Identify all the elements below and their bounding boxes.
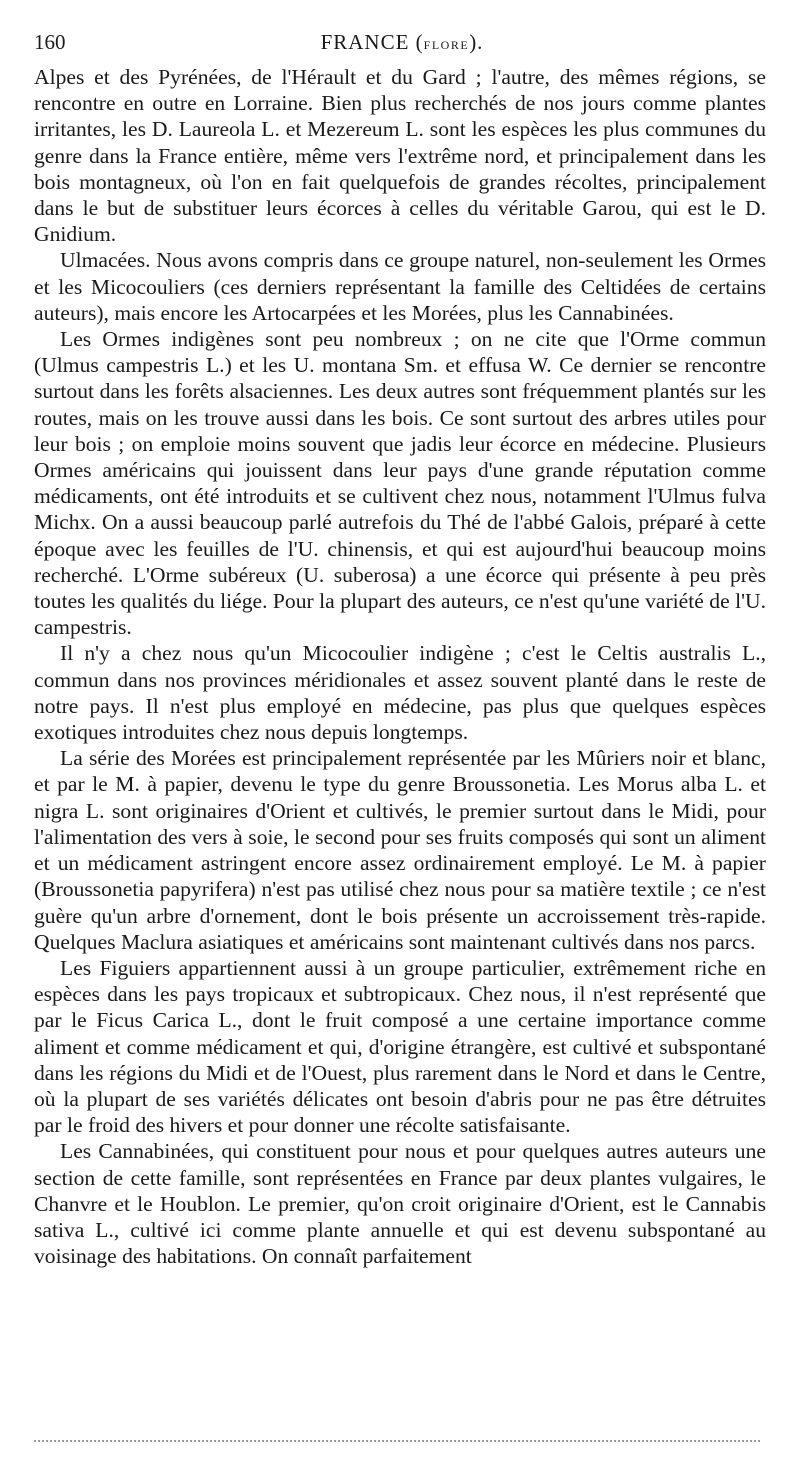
page-number: 160 [34,30,66,54]
page-header [34,30,770,62]
paragraph: Les Cannabinées, qui constituent pour nous et pour quelques autres auteurs une section de cette famille, sont représentées en France par deux plantes vulgaires, le Chanvre et le Houblon. Le premier, qu'on croit originaire d'Orient, est le Cannabis sativa L., cultivé ici comme plante annuelle et qui est devenu subspontané au voisinage des habitations. On connaît parfaitement [34,1139,766,1269]
paragraph: Les Figuiers appartiennent aussi à un groupe particulier, extrêmement riche en espèces dans les pays tropicaux et subtropicaux. Chez nous, il n'est représenté que par le Ficus Carica L., dont le fruit composé a une certaine importance comme aliment et comme médicament et qui, d'origine étrangère, est cultivé et subspontané dans les régions du Midi et de l'Ouest, plus rarement dans le Nord et dans le Centre, où la plupart de ses variétés délicates ont besoin d'abris pour ne pas être détruites par le froid des hivers et pour donner une récolte satisfaisante. [34,955,766,1138]
paragraph: Alpes et des Pyrénées, de l'Hérault et du Gard ; l'autre, des mêmes régions, se rencontre en outre en Lorraine. Bien plus recherchés de nos jours comme plantes irritantes, les D. Laureola L. et Mezereum L. sont les espèces les plus communes du genre dans la France entière, même vers l'extrême nord, et principalement dans les bois montagneux, où l'on en fait quelquefois de grandes récoltes, principalement dans le but de substituer leurs écorces à celles du véritable Garou, qui est le D. Gnidium. [34,65,766,247]
running-head [34,30,770,55]
paragraph: Ulmacées. Nous avons compris dans ce groupe naturel, non-seulement les Ormes et les Micocouliers (ces derniers représentant la famille des Celtidées de certains auteurs), mais encore les Artocarpées et les Morées, plus les Cannabinées. [34,248,766,325]
paragraph: Il n'y a chez nous qu'un Micocoulier indigène ; c'est le Celtis australis L., commun dans nos provinces méridionales et assez souvent planté dans le reste de notre pays. Il n'est plus employé en médecine, pas plus que quelques espèces exotiques introduites chez nous depuis longtemps. [34,641,766,745]
running-subtitle: flore [423,34,470,53]
paragraph: La série des Morées est principalement représentée par les Mûriers noir et blanc, et par le M. à papier, devenu le type du genre Broussonetia. Les Morus alba L. et nigra L. sont originaires d'Orient et cultivés, le premier surtout dans le Midi, pour l'alimentation des vers à soie, le second pour ses fruits composés qui sont un aliment et un médicament astringent encore assez ordinairement employé. Le M. à papier (Broussonetia papyrifera) n'est pas utilisé chez nous pour sa matière textile ; ce n'est guère qu'un arbre d'ornement, dont le bois présente un accroissement très-rapide. Quelques Maclura asiatiques et américains sont maintenant cultivés dans nos parcs. [34,746,766,954]
body-text [34,64,766,1269]
bottom-rule [34,1440,760,1442]
paragraph: Les Ormes indigènes sont peu nombreux ; on ne cite que l'Orme commun (Ulmus campestris L.) et les U. montana Sm. et effusa W. Ce dernier se rencontre surtout dans les forêts alsaciennes. Les deux autres sont fréquemment plantés sur les routes, mais on les trouve aussi dans les bois. Ce sont surtout des arbres utiles pour leur bois ; on emploie moins souvent que jadis leur écorce en médecine. Plusieurs Ormes américains qui jouissent dans leur pays d'une grande réputation comme médicaments, ont été introduits et se cultivent chez nous, notamment l'Ulmus fulva Michx. On a aussi beaucoup parlé autrefois du Thé de l'abbé Galois, préparé à cette époque avec les feuilles de l'U. chinensis, et qui est aujourd'hui beaucoup moins recherché. L'Orme subéreux (U. suberosa) a une écorce qui présente à peu près toutes les qualités du liége. Pour la plupart des auteurs, ce n'est qu'une variété de l'U. campestris. [34,327,766,640]
running-title-close: ). [469,30,484,54]
running-title: FRANCE ( [320,30,424,54]
